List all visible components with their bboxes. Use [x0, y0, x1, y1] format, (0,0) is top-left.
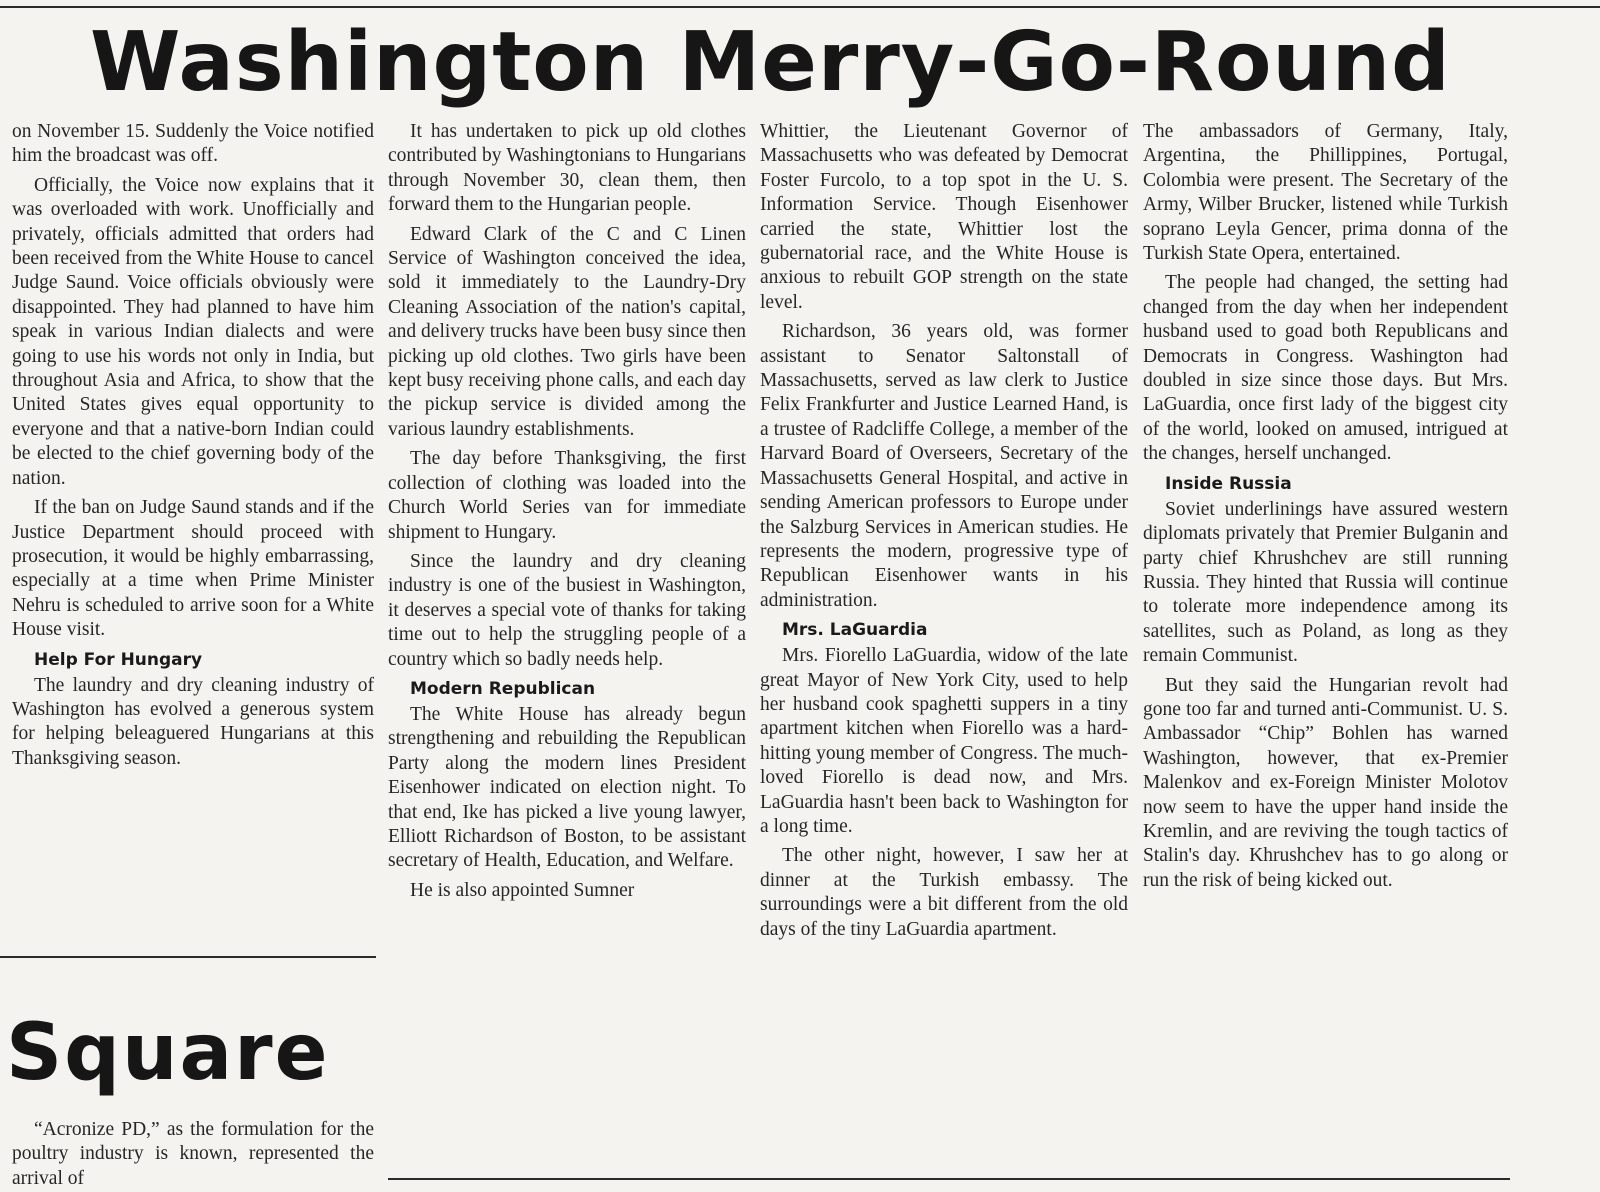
- paragraph: The laundry and dry cleaning industry of Washington has evolved a generous system for helping beleaguered Hungarians at this Thanksgiving season.: [12, 674, 374, 769]
- paragraph: “Acronize PD,” as the formulation for the poultry industry is known, represented the arrival of: [12, 1119, 374, 1189]
- square-article: [12, 1118, 374, 1191]
- paragraph: The day before Thanksgiving, the first collection of clothing was loaded into the Church World Series van for immediate shipment to Hungary.: [388, 448, 746, 543]
- paragraph: Richardson, 36 years old, was former assistant to Senator Saltonstall of Massachusetts, served as law clerk to Justice Felix Frankfurter and Justice Learned Hand, is a trustee of Radcliffe College, a member of the Harvard Board of Overseers, Secretary of the Massachusetts General Hospital, and active in sending American professors to Europe under the Salzburg Services in American studies. He represents the modern, progressive type of Republican Eisenhower wants in his administration.: [760, 321, 1128, 611]
- column-3: [760, 120, 1128, 947]
- square-headline: Square: [6, 1008, 330, 1098]
- paragraph: Whittier, the Lieutenant Governor of Massachusetts who was defeated by Democrat Foster Furcolo, to a top spot in the U. S. Information Service. Though Eisenhower carried the state, Whittier lost the gubernatorial race, and the White House is anxious to rebuilt GOP strength on the state level.: [760, 121, 1128, 313]
- subhead-modern-republican: Modern Republican: [410, 678, 596, 699]
- column-1: [12, 120, 374, 776]
- column-4: [1143, 120, 1508, 898]
- subhead-inside-russia: Inside Russia: [1165, 473, 1292, 494]
- paragraph: The other night, however, I saw her at dinner at the Turkish embassy. The surroundings were a bit different from the old days of the tiny LaGuardia apartment.: [760, 845, 1128, 940]
- paragraph: But they said the Hungarian revolt had gone too far and turned anti-Communist. U. S. Ambassador “Chip” Bohlen has warned Washington, however, that ex-Premier Malenkov and ex-Foreign Minister Molotov now seem to have the upper hand inside the Kremlin, and are reviving the tough tactics of Stalin's day. Khrushchev has to go along or run the risk of being kicked out.: [1143, 674, 1508, 891]
- paragraph: The ambassadors of Germany, Italy, Argentina, the Phillippines, Portugal, Colombia were present. The Secretary of the Army, Wilber Brucker, listened while Turkish soprano Leyla Gencer, prima donna of the Turkish State Opera, entertained.: [1143, 121, 1508, 265]
- paragraph: He is also appointed Sumner: [410, 879, 635, 901]
- column-2: [388, 120, 746, 908]
- paragraph: Edward Clark of the C and C Linen Service of Washington conceived the idea, sold it immediately to the Laundry-Dry Cleaning Association of the nation's capital, and delivery trucks have been busy since then picking up old clothes. Two girls have been kept busy receiving phone calls, and each day the pickup service is divided among the various laundry establishments.: [388, 223, 746, 440]
- bottom-rule: [388, 1178, 1510, 1180]
- paragraph: The White House has already begun strengthening and rebuilding the Republican Party along the modern lines President Eisenhower indicated on election night. To that end, Ike has picked a live young lawyer, Elliott Richardson of Boston, to be assistant secretary of Health, Education, and Welfare.: [388, 703, 746, 872]
- section-divider: [0, 956, 376, 958]
- subhead-mrs-laguardia: Mrs. LaGuardia: [782, 620, 928, 641]
- column-headline: Washington Merry-Go-Round: [90, 15, 1451, 110]
- paragraph: If the ban on Judge Saund stands and if the Justice Department should proceed with prosecution, it would be highly embarrassing, especially at a time when Prime Minister Nehru is scheduled to arrive soon for a White House visit.: [12, 497, 374, 641]
- paragraph: on November 15. Suddenly the Voice notified him the broadcast was off.: [12, 121, 374, 167]
- paragraph: Since the laundry and dry cleaning industry is one of the busiest in Washington, it deserves a special vote of thanks for taking time out to help the struggling people of a country which so badly needs help.: [388, 550, 746, 670]
- subhead-help-for-hungary: Help For Hungary: [34, 649, 203, 670]
- paragraph: Officially, the Voice now explains that it was overloaded with work. Unofficially and privately, officials admitted that orders had been received from the White House to cancel Judge Saund. Voice officials obviously were disappointed. They had planned to have him speak in various Indian dialects and were going to use his words not only in India, but throughout Asia and Africa, to show that the United States gives equal opportunity to everyone and that a native-born Indian could be elected to the chief governing body of the nation.: [12, 174, 374, 489]
- paragraph: Mrs. Fiorello LaGuardia, widow of the late great Mayor of New York City, used to help her husband cook spaghetti suppers in a tiny apartment kitchen when Fiorello was a hard-hitting young member of Congress. The much-loved Fiorello is dead now, and Mrs. LaGuardia hasn't been back to Washington for a long time.: [760, 645, 1128, 837]
- paragraph: It has undertaken to pick up old clothes contributed by Washingtonians to Hungarians through November 30, clean them, then forward them to the Hungarian people.: [388, 121, 746, 216]
- paragraph: The people had changed, the setting had changed from the day when her independent husband used to goad both Republicans and Democrats in Congress. Washington had doubled in size since those days. But Mrs. LaGuardia, once first lady of the biggest city of the world, looked on amused, intrigued at the changes, herself unchanged.: [1143, 272, 1508, 465]
- paragraph: Soviet underlinings have assured western diplomats privately that Premier Bulganin and party chief Khrushchev are still running Russia. They hinted that Russia will continue to tolerate more independence among its satellites, such as Poland, as long as they remain Communist.: [1143, 498, 1508, 667]
